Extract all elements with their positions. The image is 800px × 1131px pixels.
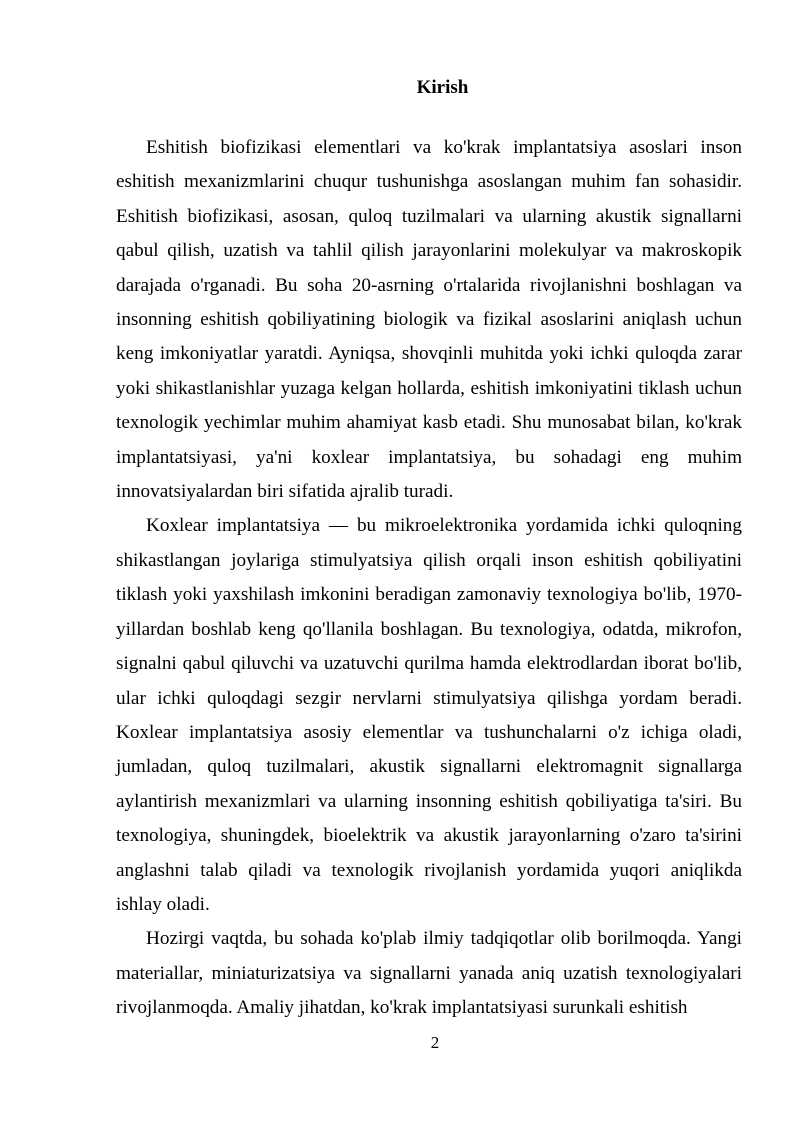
- paragraph-1: Eshitish biofizikasi elementlari va ko'krak implantatsiya asoslari inson eshitish mexanizmlarini chuqur tushunishga asoslangan muhim fan sohasidir. Eshitish biofizikasi, asosan, quloq tuzilmalari va ularning akustik signallarni qabul qilish, uzatish va tahlil qilish jarayonlarini molekulyar va makroskopik darajada o'rganadi. Bu soha 20-asrning o'rtalarida rivojlanishni boshlagan va insonning eshitish qobiliyatining biologik va fizikal asoslarini aniqlash uchun keng imkoniyatlar yaratdi. Ayniqsa, shovqinli muhitda yoki ichki quloqda zarar yoki shikastlanishlar yuzaga kelgan hollarda, eshitish imkoniyatini tiklash uchun texnologik yechimlar muhim ahamiyat kasb etadi. Shu munosabat bilan, ko'krak implantatsiyasi, ya'ni koxlear implantatsiya, bu sohadagi eng muhim innovatsiyalardan biri sifatida ajralib turadi.: [116, 137, 742, 503]
- page-number: 2: [430, 1033, 440, 1052]
- paragraph-2: Koxlear implantatsiya — bu mikroelektronika yordamida ichki quloqning shikastlangan joylariga stimulyatsiya qilish orqali inson eshitish qobiliyatini tiklash yoki yaxshilash imkonini beradigan zamonaviy texnologiya bo'lib, 1970-yillardan boshlab keng qo'llanila boshlagan. Bu texnologiya, odatda, mikrofon, signalni qabul qiluvchi va uzatuvchi qurilma hamda elektrodlardan iborat bo'lib, ular ichki quloqdagi sezgir nervlarni stimulyatsiya qilishga yordam beradi. Koxlear implantatsiya asosiy elementlar va tushunchalarni o'z ichiga oladi, jumladan, quloq tuzilmalari, akustik signallarni elektromagnit signallarga aylantirish mexanizmlari va ularning insonning eshitish qobiliyatiga ta'siri. Bu texnologiya, shuningdek, bioelektrik va akustik jarayonlarning o'zaro ta'sirini anglashni talab qiladi va texnologik rivojlanish yordamida yuqori aniqlikda ishlay oladi.: [116, 515, 742, 915]
- body-text: [116, 131, 742, 1026]
- page-title: Kirish: [416, 77, 469, 98]
- paragraph-3: Hozirgi vaqtda, bu sohada ko'plab ilmiy tadqiqotlar olib borilmoqda. Yangi materiallar, miniaturizatsiya va signallarni yanada aniq uzatish texnologiyalari rivojlanmoqda. Amaliy jihatdan, ko'krak implantatsiyasi surunkali eshitish: [116, 928, 742, 1019]
